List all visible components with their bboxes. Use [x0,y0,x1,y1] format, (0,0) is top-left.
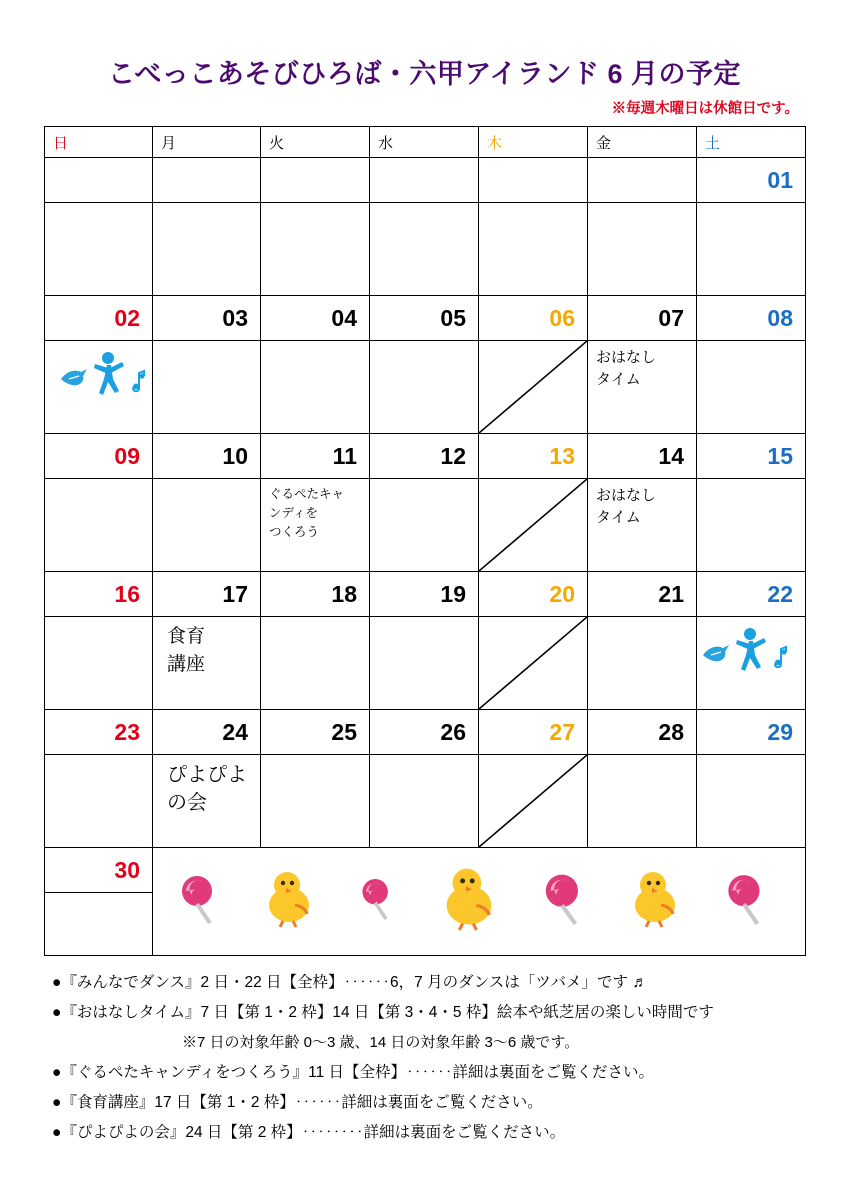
event-cell [261,617,370,710]
event-cell-nutrition-class [153,617,261,710]
event-line: つくろう [269,524,320,539]
event-cell [588,755,697,848]
event-cell [261,203,370,296]
day-number [370,158,479,203]
swallow-bird-icon [701,643,731,676]
event-cell-story-time [588,341,697,434]
week2-number-row [45,296,806,341]
event-line: ぐるぺたキャ [269,487,345,501]
week5-number-row [45,710,806,755]
note-line: ●『おはなしタイム』7 日【第 1・2 枠】14 日【第 3・4・5 枠】絵本や紙芝居の楽しい時間です [52,1004,714,1022]
event-cell [45,203,153,296]
day-number: 29 [697,710,806,755]
day-number: 23 [45,710,153,755]
event-cell-dance [45,341,153,434]
day-number: 11 [261,434,370,479]
day-number: 25 [261,710,370,755]
weekday-wed: 水 [370,127,479,158]
weekday-tue: 火 [261,127,370,158]
event-line: 食育 [167,626,206,647]
weekday-thu: 木 [479,127,588,158]
event-cell [370,617,479,710]
event-line: タイム [596,370,641,388]
day-number: 27 [479,710,588,755]
event-cell [588,203,697,296]
event-cell [153,203,261,296]
weekday-fri: 金 [588,127,697,158]
music-note-icon [771,644,789,675]
note-line: ●『ぐるぺたキャンディをつくろう』11 日【全枠】‥‥‥詳細は裏面をご覧ください。 [52,1063,655,1081]
day-number: 24 [153,710,261,755]
lollipop-icon [177,873,221,931]
note-line: ●『ぴよぴよの会』24 日【第 2 枠】‥‥‥‥詳細は裏面をご覧ください。 [52,1124,566,1142]
week3-event-row [45,479,806,572]
music-note-icon [129,368,147,399]
event-line: の会 [167,792,207,814]
event-cell [370,755,479,848]
week1-event-row [45,203,806,296]
day-number: 02 [45,296,153,341]
event-cell-dance [697,617,806,710]
day-number: 07 [588,296,697,341]
calendar-table [44,126,806,956]
week3-number-row [45,434,806,479]
event-cell [370,203,479,296]
day-number: 12 [370,434,479,479]
event-cell [45,755,153,848]
swallow-bird-icon [59,367,89,400]
event-cell [153,479,261,572]
day-number: 16 [45,572,153,617]
event-line: 講座 [167,653,206,675]
lollipop-icon [357,875,397,929]
week6-number-row [45,848,806,893]
chick-icon [257,869,321,935]
day-number: 14 [588,434,697,479]
event-cell [45,893,153,956]
week5-event-row [45,755,806,848]
event-cell [697,203,806,296]
day-number: 08 [697,296,806,341]
event-line: タイム [596,508,641,526]
day-number: 09 [45,434,153,479]
event-cell [261,341,370,434]
dancing-person-icon [91,351,127,416]
closure-notice: ※毎週木曜日は休館日です。 [611,101,799,117]
week2-event-row [45,341,806,434]
day-number: 22 [697,572,806,617]
chick-icon [623,869,687,935]
day-number: 06 [479,296,588,341]
weekday-mon: 月 [153,127,261,158]
event-cell [479,203,588,296]
day-number [45,158,153,203]
event-cell [370,479,479,572]
day-number: 26 [370,710,479,755]
event-cell [697,341,806,434]
event-cell-closed [479,617,588,710]
event-line: ぴよぴよ [167,764,247,786]
note-line: ●『みんなでダンス』2 日・22 日【全枠】‥‥‥6，7 月のダンスは「ツバメ」です ♬ [52,974,648,991]
day-number: 17 [153,572,261,617]
event-line: おはなし [596,487,657,504]
event-cell [45,617,153,710]
event-cell-closed [479,479,588,572]
event-cell [45,479,153,572]
event-cell [370,341,479,434]
week4-number-row [45,572,806,617]
lollipop-icon [541,872,587,932]
day-number: 20 [479,572,588,617]
day-number: 30 [45,848,153,893]
day-number [261,158,370,203]
day-number: 19 [370,572,479,617]
event-cell [261,755,370,848]
day-number: 18 [261,572,370,617]
day-number [588,158,697,203]
day-number: 04 [261,296,370,341]
day-number: 13 [479,434,588,479]
event-cell-piyopiyo [153,755,261,848]
day-number [479,158,588,203]
day-number [153,158,261,203]
event-cell [588,617,697,710]
day-number: 01 [697,158,806,203]
day-number: 21 [588,572,697,617]
event-line: おはなし [596,349,657,366]
weekday-header-row [45,127,806,158]
event-cell-closed [479,341,588,434]
event-cell [153,341,261,434]
note-line-indented: ※7 日の対象年齢 0〜3 歳、14 日の対象年齢 3〜6 歳です。 [182,1034,580,1052]
day-number: 05 [370,296,479,341]
day-number: 15 [697,434,806,479]
event-cell-closed [479,755,588,848]
page-title: こべっこあそびひろば・六甲アイランド 6 月の予定 [107,59,741,89]
chick-icon [433,867,505,937]
week4-event-row [45,617,806,710]
dancing-person-icon [733,627,769,692]
event-cell [697,755,806,848]
event-line: ンディを [269,505,319,520]
day-number: 28 [588,710,697,755]
weekday-sat: 土 [697,127,806,158]
decorative-icon-strip [153,848,806,956]
lollipop-icon [723,872,769,932]
event-cell [697,479,806,572]
event-cell-story-time [588,479,697,572]
weekday-sun: 日 [45,127,153,158]
event-cell-candy [261,479,370,572]
notes-section [44,968,805,1148]
week1-number-row [45,158,806,203]
day-number: 10 [153,434,261,479]
day-number: 03 [153,296,261,341]
note-line: ●『食育講座』17 日【第 1・2 枠】‥‥‥詳細は裏面をご覧ください。 [52,1093,543,1111]
